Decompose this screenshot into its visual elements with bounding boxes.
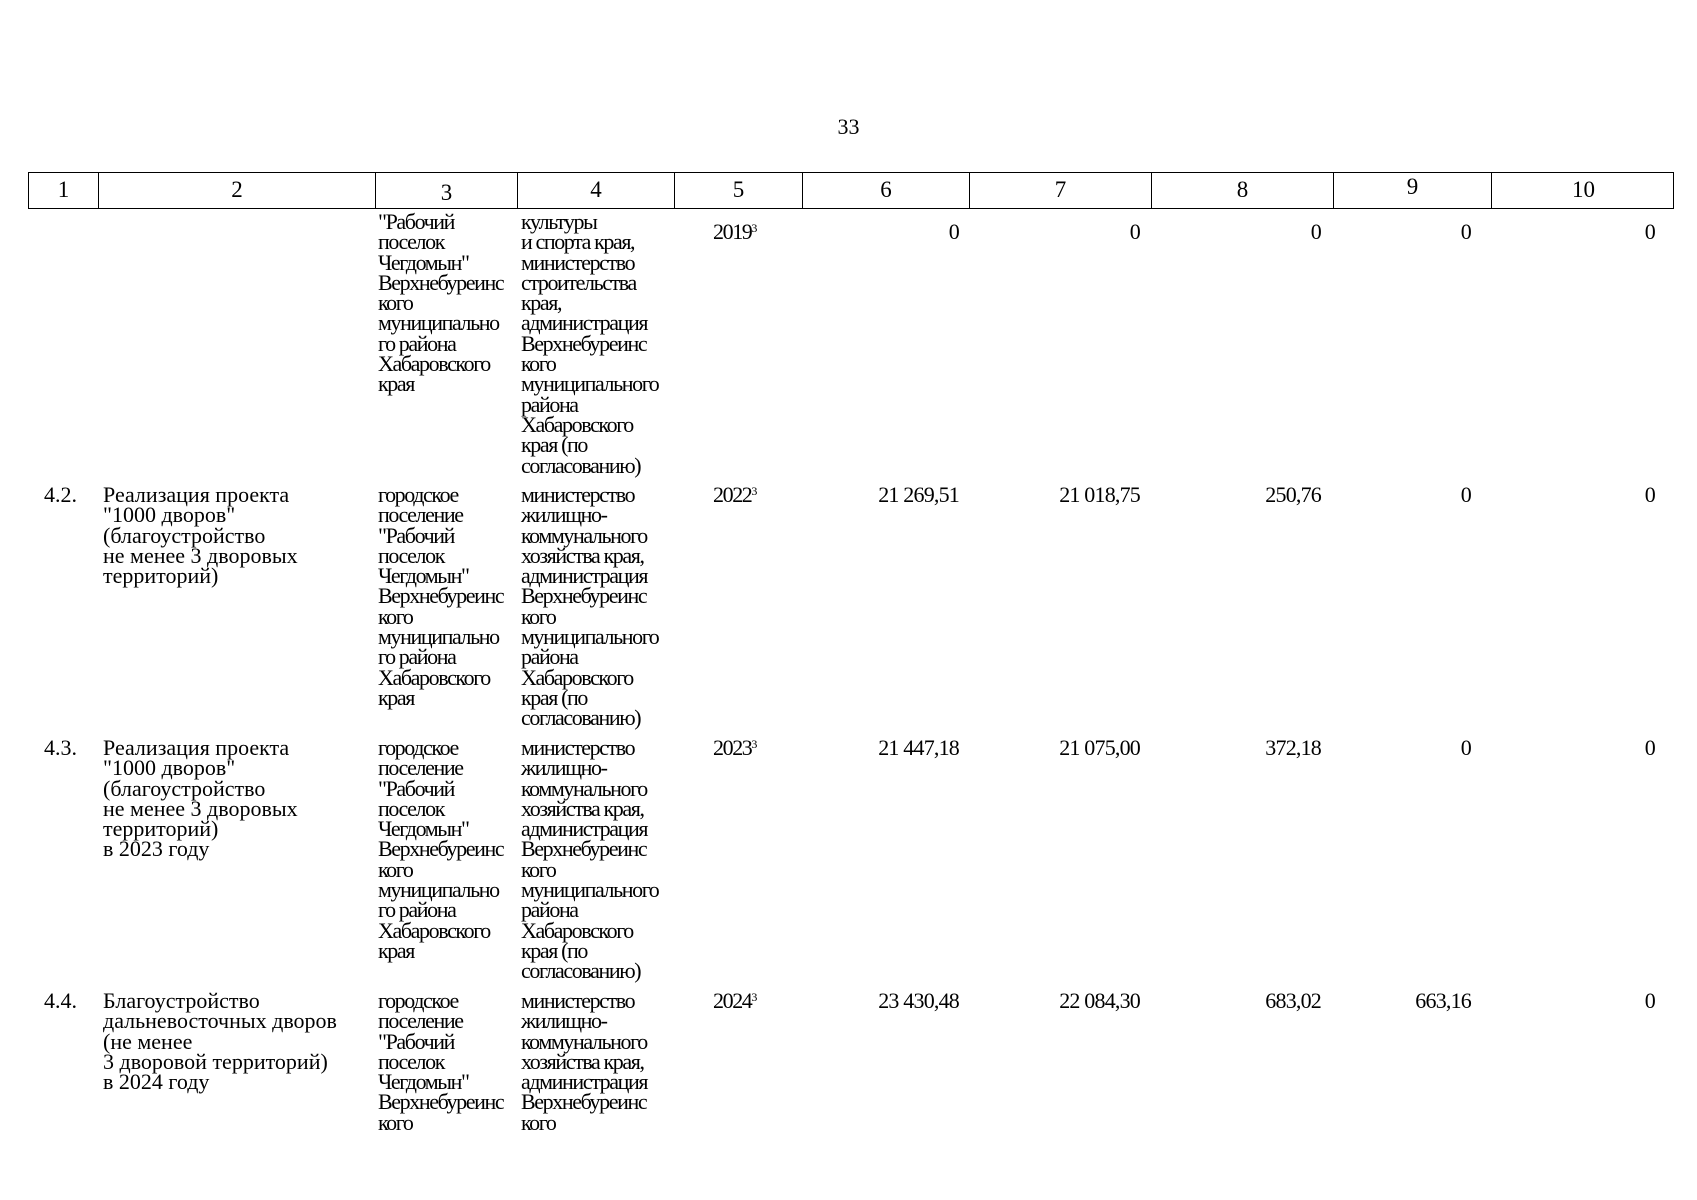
value-col-7: 21 018,75: [1059, 482, 1140, 507]
header-col-10: 10: [1491, 173, 1675, 208]
value-col-10: 0: [1644, 219, 1655, 244]
executor-cell: министерство жилищно- коммунального хозяйства края, администрация Верхнебуреинс кого муниципального района Хабаровского края (по согласованию): [521, 735, 659, 984]
municipality-cell: городское поселение "Рабочий поселок Чегдомын" Верхнебуреинс кого: [378, 988, 504, 1135]
municipality-cell: городское поселение "Рабочий поселок Чегдомын" Верхнебуреинс кого муниципально го района Хабаровского края: [378, 482, 504, 710]
value-col-6: 21 447,18: [878, 735, 959, 760]
footnote-mark: 3: [751, 990, 757, 1004]
value-col-6: 21 269,51: [878, 482, 959, 507]
executor-cell: министерство жилищно- коммунального хозяйства края, администрация Верхнебуреинс кого муниципального района Хабаровского края (по согласованию): [521, 482, 659, 731]
header-col-4: 4: [517, 173, 674, 208]
value-col-10: 0: [1644, 735, 1655, 760]
value-col-8: 250,76: [1265, 482, 1321, 507]
executor-cell: министерство жилищно- коммунального хозяйства края, администрация Верхнебуреинс кого: [521, 988, 648, 1135]
value-col-9: 0: [1460, 735, 1471, 760]
executor-cell: культуры и спорта края, министерство строительства края, администрация Верхнебуреинс кого муниципального района Хабаровского края (по согласованию): [521, 209, 659, 478]
value-col-9: 0: [1460, 219, 1471, 244]
value-col-7: 22 084,30: [1059, 988, 1140, 1013]
footnote-mark: 3: [751, 484, 757, 498]
header-col-5: 5: [674, 173, 802, 208]
value-col-6: 23 430,48: [878, 988, 959, 1013]
header-col-8: 8: [1151, 173, 1333, 208]
activity-name-cell: Благоустройство дальневосточных дворов (не менее 3 дворовой территорий) в 2024 году: [103, 988, 337, 1095]
value-col-6: 0: [948, 219, 959, 244]
footnote-mark: 3: [751, 737, 757, 751]
value-col-7: 0: [1129, 219, 1140, 244]
year-cell: 2022$^3$: [713, 482, 757, 507]
header-col-1: 1: [57, 177, 70, 202]
value-col-8: 683,02: [1265, 988, 1321, 1013]
row-index: 4.2.: [44, 482, 77, 507]
value-col-8: 0: [1310, 219, 1321, 244]
municipality-cell: "Рабочий поселок Чегдомын" Верхнебуреинс кого муниципально го района Хабаровского края: [378, 209, 504, 397]
header-col-7: 7: [969, 173, 1151, 208]
row-index: 4.3.: [44, 735, 77, 760]
activity-name-cell: Реализация проекта "1000 дворов" (благоустройство не менее 3 дворовых территорий) в 2023 году: [103, 735, 298, 862]
header-col-2: 2: [98, 173, 375, 208]
activity-name-cell: Реализация проекта "1000 дворов" (благоустройство не менее 3 дворовых территорий): [103, 482, 298, 589]
page-number: 33: [837, 114, 860, 139]
municipality-cell: городское поселение "Рабочий поселок Чегдомын" Верхнебуреинс кого муниципально го района Хабаровского края: [378, 735, 504, 963]
footnote-mark: 3: [751, 221, 757, 235]
header-col-9: 9: [1333, 173, 1491, 208]
year-cell: 2024$^3$: [713, 988, 757, 1013]
header-col-6: 6: [802, 173, 969, 208]
header-col-3: 3: [375, 173, 517, 208]
value-col-7: 21 075,00: [1059, 735, 1140, 760]
table-header-row: [28, 172, 1674, 209]
year-cell: 2019$^3$: [713, 219, 757, 244]
value-col-9: 0: [1460, 482, 1471, 507]
value-col-10: 0: [1644, 482, 1655, 507]
row-index: 4.4.: [44, 988, 77, 1013]
value-col-9: 663,16: [1415, 988, 1471, 1013]
value-col-8: 372,18: [1265, 735, 1321, 760]
value-col-10: 0: [1644, 988, 1655, 1013]
year-cell: 2023$^3$: [713, 735, 757, 760]
